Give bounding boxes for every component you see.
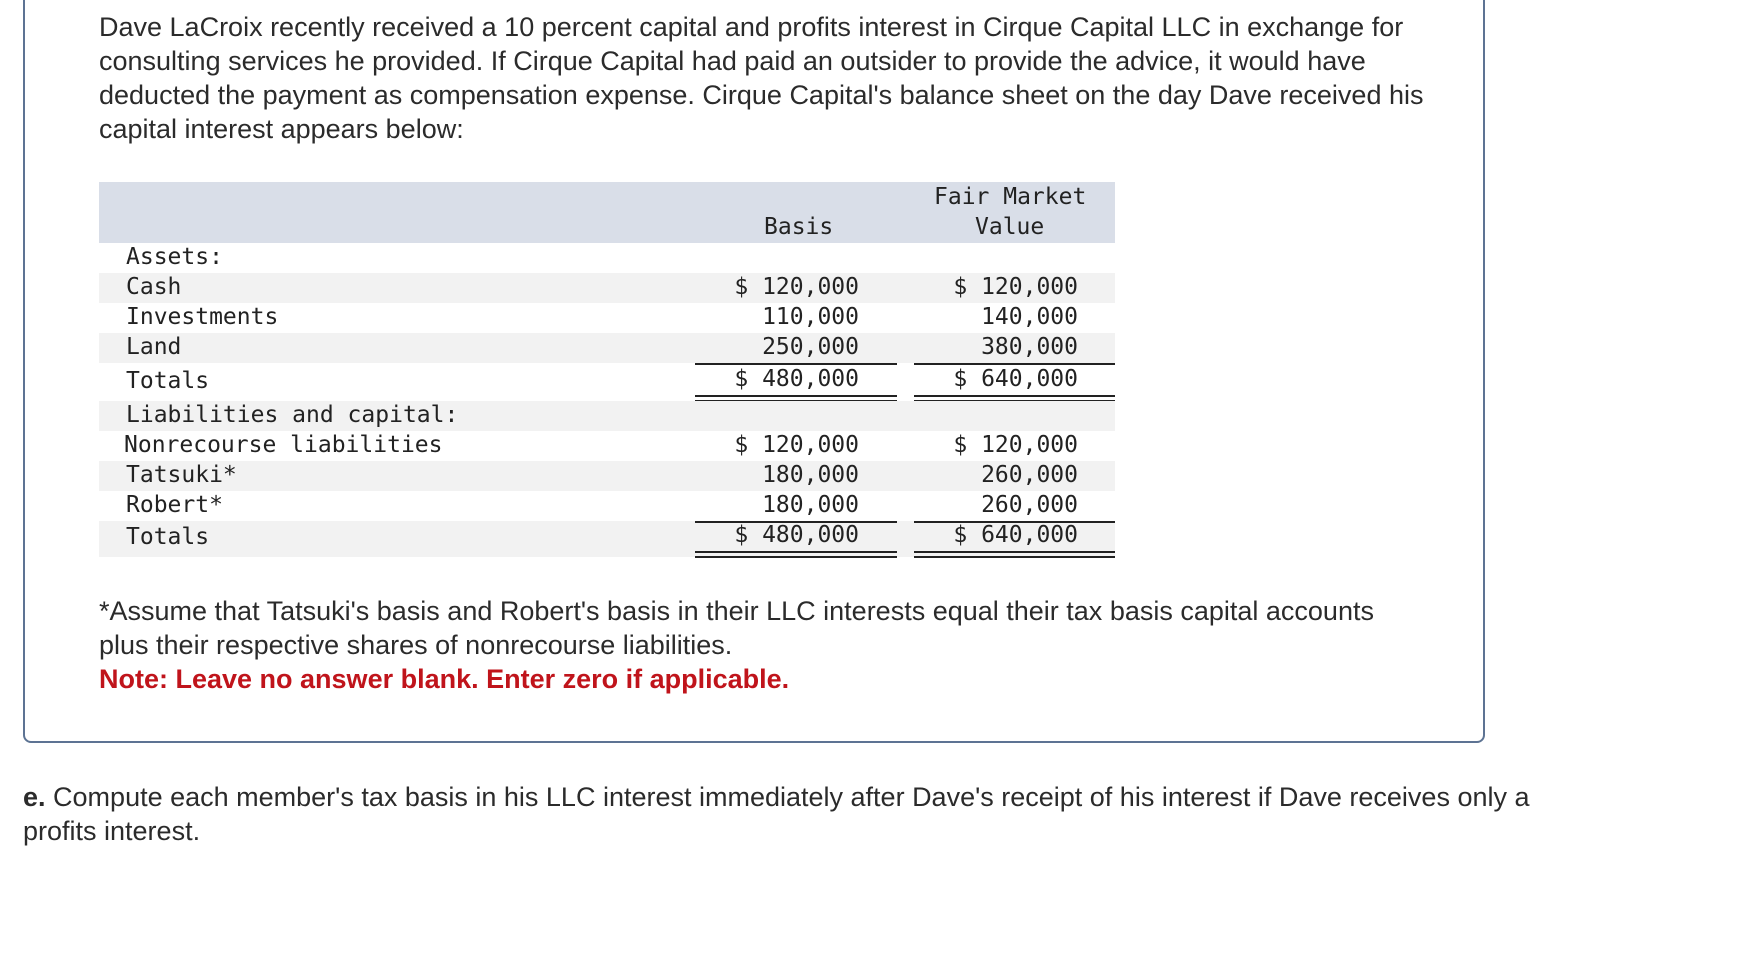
- row-basis: $ 480,000: [734, 522, 859, 548]
- intro-paragraph: Dave LaCroix recently received a 10 percent capital and profits interest in Cirque Capital LLC in exchange for consulting services he provided. If Cirque Capital had paid an outsider to provide the advice, it would have deducted the payment as compensation expense. Cirque Capital's balance sheet on the day Dave received his capital interest appears below:: [99, 12, 1424, 144]
- row-basis: $ 120,000: [734, 274, 859, 300]
- assets-heading: Assets:: [126, 244, 223, 270]
- table-row: [99, 273, 1115, 303]
- row-label: Investments: [126, 304, 279, 330]
- row-basis: 250,000: [762, 334, 859, 360]
- row-fmv: 140,000: [981, 304, 1078, 330]
- assets-total-row: [99, 363, 1115, 401]
- row-label: Totals: [126, 524, 210, 550]
- row-fmv: 260,000: [981, 462, 1078, 488]
- row-fmv: 380,000: [981, 334, 1078, 360]
- table-row: [99, 333, 1115, 363]
- balance-sheet-table: [99, 182, 1115, 557]
- row-label: Tatsuki*: [126, 462, 237, 488]
- footnote: *Assume that Tatsuki's basis and Robert's basis in their LLC interests equal their tax basis capital accounts plus their respective shares of nonrecourse liabilities.: [99, 596, 1374, 660]
- row-fmv: $ 120,000: [953, 432, 1078, 458]
- row-fmv: $ 640,000: [953, 522, 1078, 548]
- row-fmv: $ 120,000: [953, 274, 1078, 300]
- total-double-rule-basis: [695, 551, 897, 558]
- question-text: Compute each member's tax basis in his LLC interest immediately after Dave's receipt of his interest if Dave receives only a profits interest.: [23, 782, 1530, 846]
- row-basis: 110,000: [762, 304, 859, 330]
- table-row: [99, 461, 1115, 491]
- row-label: Land: [126, 334, 182, 360]
- header-fmv-line1: Fair Market: [934, 184, 1087, 210]
- question-e: [23, 780, 1563, 848]
- row-basis: $ 120,000: [734, 432, 859, 458]
- row-label: Nonrecourse liabilities: [124, 432, 443, 458]
- subtotal-rule-basis: [695, 363, 897, 365]
- subtotal-rule-fmv: [914, 363, 1115, 365]
- liabilities-heading-row: [99, 401, 1115, 431]
- note-warning: Note: Leave no answer blank. Enter zero if applicable.: [99, 664, 790, 694]
- row-basis: 180,000: [762, 492, 859, 518]
- table-row: [99, 303, 1115, 333]
- liabilities-heading: Liabilities and capital:: [126, 402, 459, 428]
- row-basis: 180,000: [762, 462, 859, 488]
- row-basis: $ 480,000: [734, 366, 859, 392]
- header-basis: Basis: [764, 214, 834, 240]
- table-row: [99, 431, 1115, 461]
- row-label: Cash: [126, 274, 182, 300]
- total-double-rule-fmv: [914, 551, 1115, 558]
- liabilities-total-row: [99, 521, 1115, 557]
- row-fmv: 260,000: [981, 492, 1078, 518]
- table-row: [99, 491, 1115, 521]
- row-fmv: $ 640,000: [953, 366, 1078, 392]
- row-label: Robert*: [126, 492, 223, 518]
- question-label: e.: [23, 782, 46, 812]
- table-header-row: [99, 182, 1115, 243]
- header-fmv-line2: Value: [975, 214, 1045, 240]
- assets-heading-row: [99, 243, 1115, 273]
- row-label: Totals: [126, 368, 210, 394]
